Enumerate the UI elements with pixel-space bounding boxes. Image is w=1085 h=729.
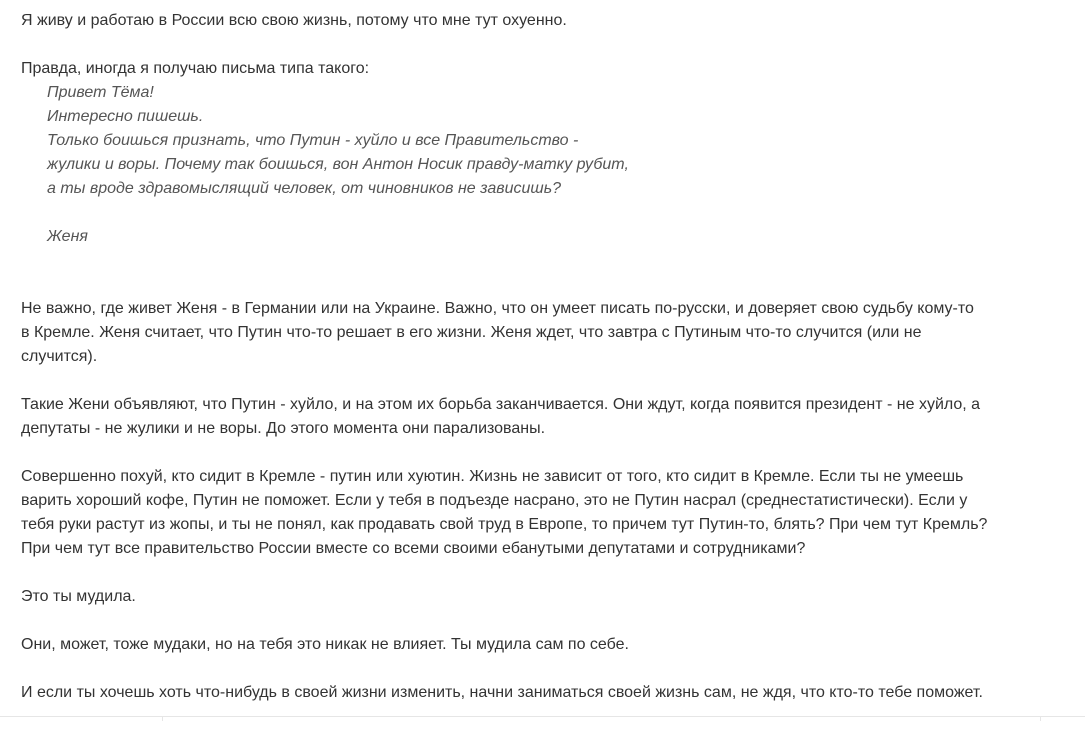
- body-paragraph: И если ты хочешь хоть что-нибудь в своей жизни изменить, начни заниматься своей жизнь сам, не ждя, что кто-то тебе поможет.: [21, 684, 983, 701]
- body-paragraph: Это ты мудила.: [21, 588, 136, 605]
- body-paragraph: Не важно, где живет Женя - в Германии или на Украине. Важно, что он умеет писать по-русски, и доверяет свою судьбу кому-то в Кремле. Женя считает, что Путин что-то решает в его жизни. Женя ждет, что завтра с Путиным что-то случится (или не случится).: [21, 300, 974, 365]
- quote-signature: Женя: [47, 228, 88, 245]
- quote-line: Привет Тёма!: [47, 84, 154, 101]
- body-paragraph: Совершенно похуй, кто сидит в Кремле - путин или хуютин. Жизнь не зависит от того, кто сидит в Кремле. Если ты не умеешь варить хороший кофе, Путин не поможет. Если у тебя в подъезде насрано, это не Путин насрал (среднестатистически). Если у тебя руки растут из жопы, и ты не понял, как продавать свой труд в Европе, то причем тут Путин-то, блять? При чем тут Кремль? При чем тут все правительство России вместе со всеми своими ебанутыми депутатами и сотрудниками?: [21, 468, 988, 557]
- body-paragraph: Такие Жени объявляют, что Путин - хуйло, и на этом их борьба заканчивается. Они ждут, когда появится президент - не хуйло, а депутаты - не жулики и не воры. До этого момента они парализованы.: [21, 396, 981, 437]
- letter-lead-line: Правда, иногда я получаю письма типа такого:: [21, 60, 370, 77]
- body-paragraph: Они, может, тоже мудаки, но на тебя это никак не влияет. Ты мудила сам по себе.: [21, 636, 629, 653]
- divider-tick: [162, 716, 163, 721]
- quoted-letter: [21, 81, 1061, 249]
- quote-line: Только боишься признать, что Путин - хуйло и все Правительство -: [47, 132, 579, 149]
- divider-tick: [1040, 716, 1041, 721]
- quote-line: а ты вроде здравомыслящий человек, от чиновников не зависишь?: [47, 180, 562, 197]
- quote-line: жулики и воры. Почему так боишься, вон Антон Носик правду-матку рубит,: [47, 156, 629, 173]
- post-body: [21, 9, 1061, 729]
- intro-paragraph: Я живу и работаю в России всю свою жизнь, потому что мне тут охуенно.: [21, 12, 567, 29]
- quote-line: Интересно пишешь.: [47, 108, 204, 125]
